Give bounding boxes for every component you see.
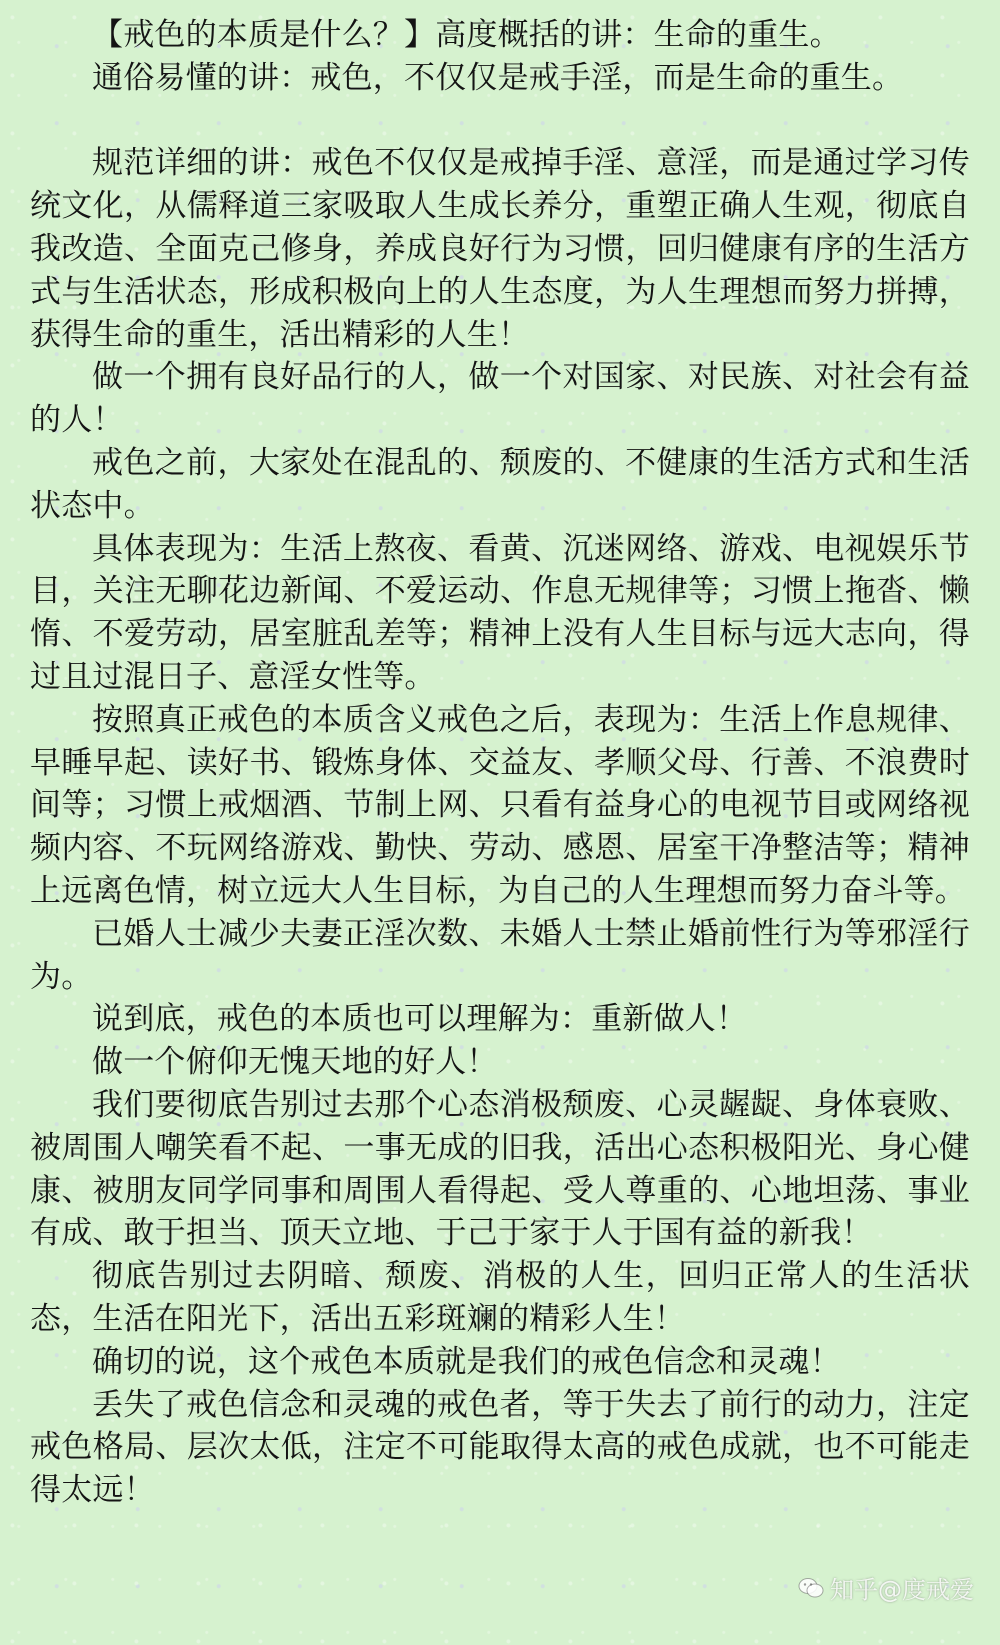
paragraph-belief-soul: 确切的说，这个戒色本质就是我们的戒色信念和灵魂！ <box>92 1343 841 1380</box>
paragraph-title-question: 【戒色的本质是什么？】高度概括的讲：生命的重生。 <box>92 17 841 53</box>
watermark <box>798 1570 974 1605</box>
paragraph-after-quitting: 按照真正戒色的本质含义戒色之后，表现为：生活上作息规律、早睡早起、读好书、锻炼身体、交益友、孝顺父母、行善、不浪费时间等；习惯上戒烟酒、节制上网、只看有益身心的电视节目或网络视频内容、不玩网络游戏、勤快、劳动、感恩、居室干净整洁等；精神上远离色情，树立远大人生目标，为自己的人生理想而努力奋斗等。 <box>30 701 970 909</box>
paragraph-farewell-old-self: 我们要彻底告别过去那个心态消极颓废、心灵龌龊、身体衰败、被周围人嘲笑看不起、一事无成的旧我，活出心态积极阳光、身心健康、被朋友同学同事和周围人看得起、受人尊重的、心地坦荡、事业有成、敢于担当、顶天立地、于己于家于人于国有益的新我！ <box>30 1086 970 1252</box>
paragraph-symptoms: 具体表现为：生活上熬夜、看黄、沉迷网络、游戏、电视娱乐节目，关注无聊花边新闻、不爱运动、作息无规律等；习惯上拖沓、懒惰、不爱劳动，居室脏乱差等；精神上没有人生目标与远大志向，得过且过混日子、意淫女性等。 <box>30 530 970 695</box>
paragraph-losing-belief: 丢失了戒色信念和灵魂的戒色者，等于失去了前行的动力，注定戒色格局、层次太低，注定不可能取得太高的戒色成就，也不可能走得太远！ <box>30 1386 970 1509</box>
paragraph-spacer <box>30 100 970 143</box>
article-body <box>30 14 970 1512</box>
paragraph-married-unmarried: 已婚人士减少夫妻正淫次数、未婚人士禁止婚前性行为等邪淫行为。 <box>30 915 970 995</box>
paragraph-before-quitting: 戒色之前，大家处在混乱的、颓废的、不健康的生活方式和生活状态中。 <box>30 444 970 524</box>
wechat-icon <box>798 1577 824 1599</box>
paragraph-return-normal-life: 彻底告别过去阴暗、颓废、消极的人生，回归正常人的生活状态，生活在阳光下，活出五彩斑斓的精彩人生！ <box>30 1258 970 1337</box>
paragraph-good-person-heaven: 做一个俯仰无愧天地的好人！ <box>92 1044 498 1081</box>
paragraph-good-person: 做一个拥有良好品行的人，做一个对国家、对民族、对社会有益的人！ <box>30 359 970 439</box>
paragraph-plain-explanation: 通俗易懂的讲：戒色，不仅仅是戒手淫，而是生命的重生。 <box>92 59 904 96</box>
watermark-text: 知乎@度戒爱 <box>830 1576 974 1604</box>
paragraph-essence-rebirth: 说到底，戒色的本质也可以理解为：重新做人！ <box>92 1001 748 1038</box>
paragraph-detailed-explanation: 规范详细的讲：戒色不仅仅是戒掉手淫、意淫，而是通过学习传统文化，从儒释道三家吸取人生成长养分，重塑正确人生观，彻底自我改造、全面克己修身，养成良好行为习惯，回归健康有序的生活方式与生活状态，形成积极向上的人生态度，为人生理想而努力拼搏，获得生命的重生，活出精彩的人生！ <box>30 145 970 353</box>
